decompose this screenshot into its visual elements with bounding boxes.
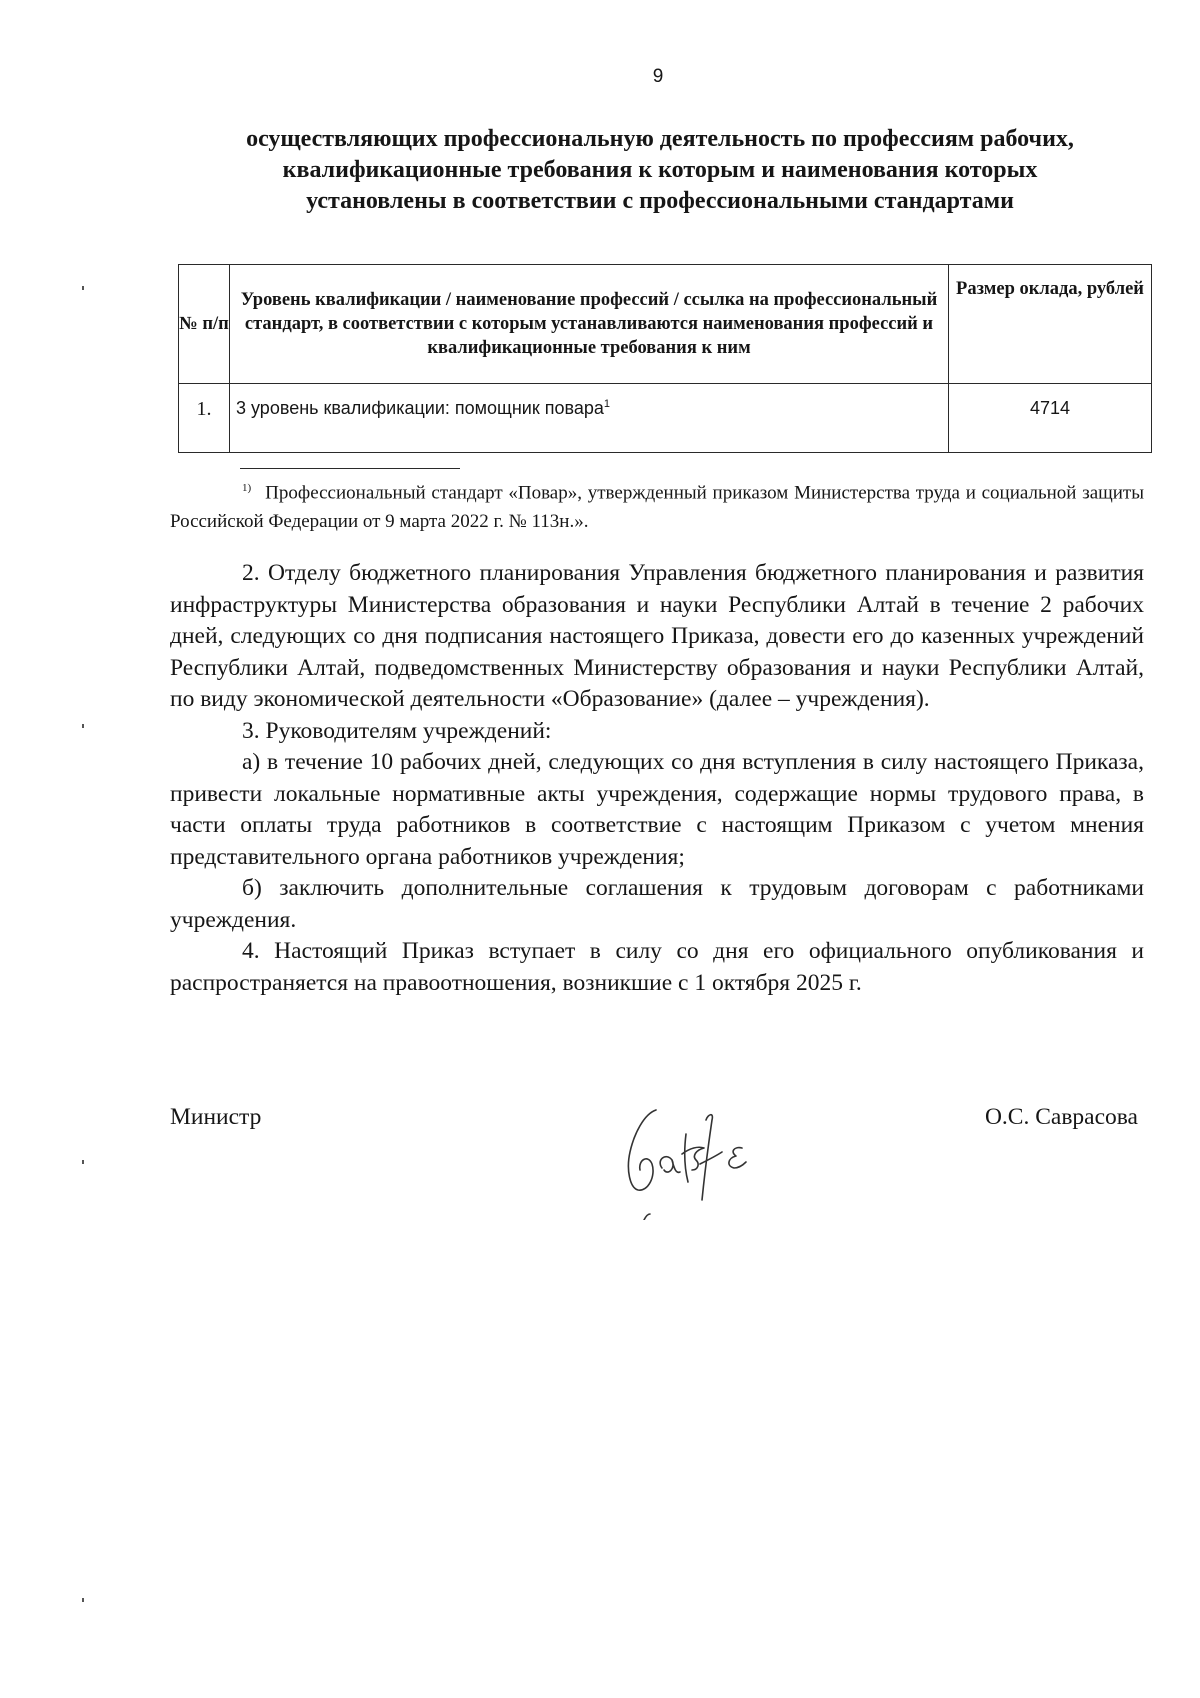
footnote-mark: 1) (242, 482, 252, 494)
heading-line: установлены в соответствии с профессиональными стандартами (306, 188, 1014, 214)
header-level: Уровень квалификации / наименование профессий / ссылка на профессиональный стандарт, в соответствии с которым устанавливаются наименования профессий и квалификационные требования к ним (230, 265, 949, 384)
footnote-text: Профессиональный стандарт «Повар», утвержденный приказом Министерства труда и социальной защиты Российской Федерации от 9 марта 2022 г. № 113н.». (170, 482, 1144, 533)
header-salary: Размер оклада, рублей (949, 265, 1152, 384)
paragraph: а) в течение 10 рабочих дней, следующих со дня вступления в силу настоящего Приказа, привести локальные нормативные акты учреждения, содержащие нормы трудового права, в части оплаты труда работников в соответствие с настоящим Приказом с учетом мнения представительного органа работников учреждения; (170, 749, 1144, 870)
header-number: № п/п (179, 265, 230, 384)
page-number: 9 (652, 66, 664, 87)
salary-table (178, 264, 1152, 453)
scan-mark (82, 286, 84, 290)
table-row (179, 384, 1152, 453)
table-header-row (179, 265, 1152, 384)
paragraph: 2. Отделу бюджетного планирования Управления бюджетного планирования и развития инфраструктуры Министерства образования и науки Республики Алтай в течение 2 рабочих дней, следующих со дня подписания настоящего Приказа, довести его до казенных учреждений Республики Алтай, подведомственных Министерству образования и науки Республики Алтай, по виду экономической деятельности «Образование» (далее – учреждения). (170, 560, 1144, 712)
paragraph: 4. Настоящий Приказ вступает в силу со дня его официального опубликования и распространяется на правоотношения, возникшие с 1 октября 2025 г. (170, 938, 1144, 996)
signatory-title: Министр (170, 1104, 262, 1130)
scan-mark (82, 1160, 84, 1164)
row-level-text: 3 уровень квалификации: помощник повара (236, 398, 604, 418)
heading-line: осуществляющих профессиональную деятельность по профессиям рабочих, (246, 126, 1074, 152)
row-salary: 4714 (949, 384, 1152, 453)
paragraph: 3. Руководителям учреждений: (242, 717, 552, 744)
row-level (230, 384, 949, 453)
footnote-reference: 1 (603, 398, 610, 410)
scan-mark (82, 1598, 84, 1602)
document-heading (180, 124, 1140, 217)
scan-mark (82, 724, 84, 728)
footnote-divider (240, 468, 460, 469)
paragraph: б) заключить дополнительные соглашения к трудовым договорам с работниками учреждения. (170, 875, 1144, 933)
signatory-name: О.С. Саврасова (984, 1104, 1138, 1130)
footnote (170, 474, 1144, 536)
heading-line: квалификационные требования к которым и наименования которых (282, 157, 1038, 183)
row-number: 1. (179, 384, 230, 453)
body-text (170, 558, 1144, 999)
handwritten-signature (604, 1090, 774, 1220)
